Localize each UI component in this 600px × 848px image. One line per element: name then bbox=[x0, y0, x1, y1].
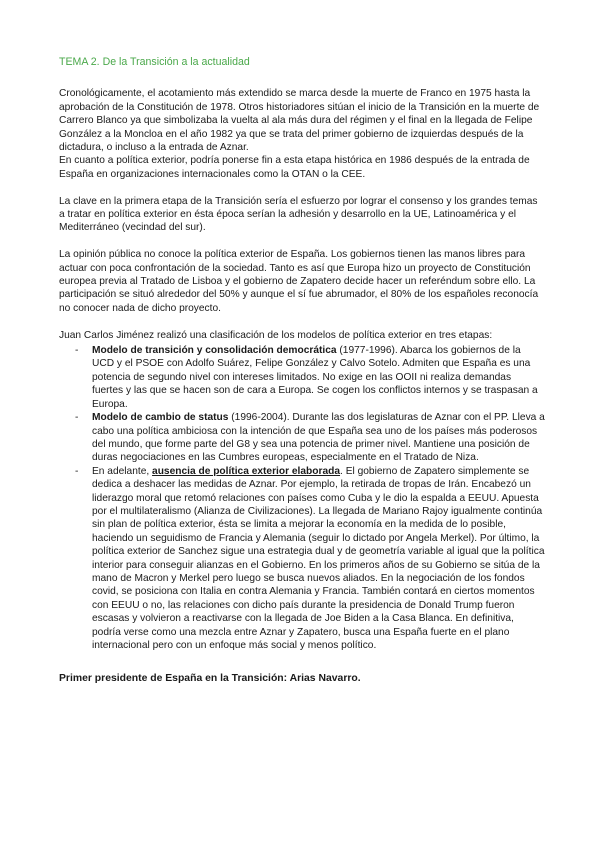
list-dash: - bbox=[75, 345, 79, 357]
list-item bbox=[59, 411, 545, 465]
stage-title: Modelo de cambio de status bbox=[92, 412, 229, 424]
stage-text: . El gobierno de Zapatero simplemente se dedica a deshacer las medidas de Aznar. Por ejemplo, la retirada de tropas de Irán. Encabezó un liderazgo moral que retomó relaciones con países como Cuba y le dio la espalda a EEUU. Apuesta por el multilateralismo (Alianza de Civilizaciones). La llegada de Mariano Rajoy igualmente continúa sin plan de política exterior, ésta se limita a mejorar la economía en la medida de lo posible, haciendo un seguidismo de Francia y Alemania (seguir lo dictado por Angela Merkel). Por último, la política exterior de Sanchez sigue una estrategia dual y de geometría variable al igual que la política interior para conseguir alianzas en el Gobierno. En los primeros años de su Gobierno se sitúa de la mano de Macron y Merkel pero luego se busca nuevos aliados. En la negociación de los fondos covid, se posiciona con Italia en contra Alemania y Francia. También contará en ciertos momentos con EEUU o no, las relaciones con dicho país durante la presidencia de Donald Trump fueron escasas y volvieron a reactivarse con la llegada de Joe Biden a la Casa Blanca. En definitiva, podría verse como una mezcla entre Aznar y Zapatero, busca una España fuerte en el plano internacional pero con un enfoque más social y menos político. bbox=[92, 465, 545, 652]
stage-text: (1977-1996). Abarca los gobiernos de la UCD y el PSOE con Adolfo Suárez, Felipe González y Calvo Sotelo. Admiten que España es una potencia de segundo nivel con intereses limitados. No exige en las OOII ni realiza demandas fuertes y las que se hacen son de cara a Europa. Se cogen los conflictos internos y se traspasan a Europa. bbox=[92, 345, 538, 410]
paragraph-transition-key: La clave en la primera etapa de la Transición sería el esfuerzo por lograr el consenso y los grandes temas a tratar en política exterior en ésta época serían la adhesión y desarrollo en la UE, Latinoamérica y el Mediterráneo (vecindad del sur). bbox=[59, 195, 538, 234]
paragraph-public-opinion: La opinión pública no conoce la política exterior de España. Los gobiernos tienen las manos libres para actuar con poca confrontación de la sociedad. Tanto es así que Europa hizo un proyecto de Constitución europea previa al Tratado de Lisboa y el gobierno de Zapatero decide hacer un referéndum sobre ello. La participación se situó alrededor del 50% y aunque el sí fue abrumador, el 80% de los españoles reconocía no conocer nada de dicho proyecto. bbox=[59, 249, 539, 314]
list-dash: - bbox=[75, 465, 79, 477]
stage-lead: En adelante, bbox=[92, 465, 153, 477]
paragraph-foreign-policy-end: En cuanto a política exterior, podría ponerse fin a esta etapa histórica en 1986 después de la entrada de España en organizaciones internacionales como la OTAN o la CEE. bbox=[59, 155, 530, 180]
stage-text: (1996-2004). Durante las dos legislaturas de Aznar con el PP. Lleva a cabo una política ambiciosa con la intención de que España sea uno de los países más poderosos del mundo, que forme parte del G8 y sea una potencia de primer nivel. Mantiene una posición de duras negociaciones en las Cumbres europeas, especialmente en el Tratado de Niza. bbox=[92, 412, 545, 464]
list-item bbox=[59, 344, 545, 411]
stage-title: ausencia de política exterior elaborada bbox=[152, 465, 341, 477]
list-dash: - bbox=[75, 412, 79, 424]
stage-title: Modelo de transición y consolidación democrática bbox=[92, 345, 337, 357]
document-page bbox=[59, 56, 545, 686]
final-note: Primer presidente de España en la Transición: Arias Navarro. bbox=[59, 673, 361, 685]
paragraph-classification-intro: Juan Carlos Jiménez realizó una clasificación de los modelos de política exterior en tres etapas: bbox=[59, 329, 493, 341]
stages-list bbox=[59, 344, 545, 652]
paragraph-chronology: Cronológicamente, el acotamiento más extendido se marca desde la muerte de Franco en 1975 hasta la aprobación de la Constitución de 1978. Otros historiadores sitúan el inicio de la Transición en la muerte de Carrero Blanco ya que simbolizaba la vuelta al ala más dura del régimen y el final en la llegada de Felipe González a la Moncloa en el año 1982 ya que se trata del primer gobierno de izquierdas después de la dictadura, o incluso a la entrada de Aznar. bbox=[59, 88, 540, 154]
list-item bbox=[59, 465, 545, 653]
page-title: TEMA 2. De la Transición a la actualidad bbox=[59, 56, 250, 68]
